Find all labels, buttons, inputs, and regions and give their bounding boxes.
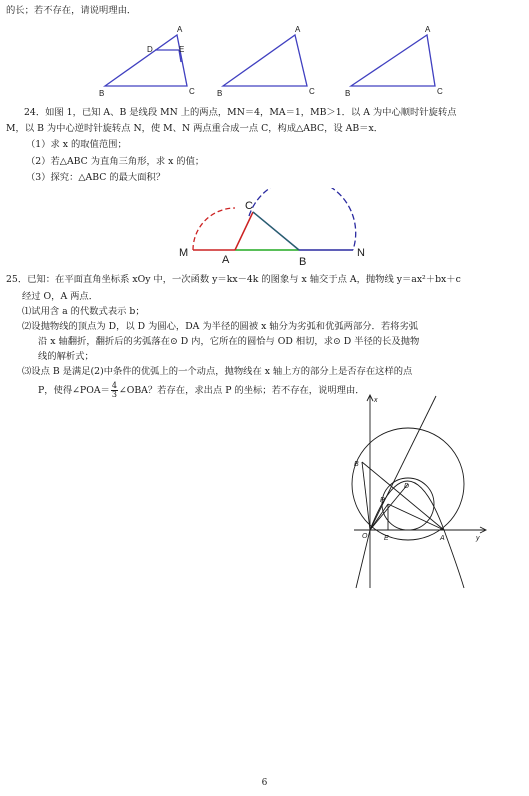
label-t1-d: D (147, 45, 153, 54)
label-b: B (299, 256, 307, 268)
q24-sub-3: （3）探究：△ABC 的最大面积？ (26, 172, 166, 183)
label-point-p: P (380, 497, 385, 504)
label-m: M (179, 247, 189, 259)
q25-line-1: 25．已知：在平面直角坐标系 xOy 中，一次函数 y＝kx－4k 的图象与 x 轴交于点 A，抛物线 y＝ax²＋bx＋c (6, 274, 461, 285)
page-number: 6 (261, 778, 268, 788)
fraction-four-thirds (111, 382, 118, 399)
label-axis-x: x (374, 397, 378, 404)
parabola (356, 481, 464, 588)
segment-ac-green (253, 212, 299, 250)
q25-sub-3b-pre: P，使得∠POA＝ (38, 385, 110, 396)
label-t3-c: C (437, 87, 443, 96)
label-point-e: E (384, 535, 389, 542)
triangle-3 (351, 35, 435, 86)
arc-around-b (249, 188, 356, 250)
q25-sub-3a: ⑶设点 B 是满足(2)中条件的优弧上的一个动点，抛物线在 x 轴上方的部分上是否存在这样的点 (22, 366, 413, 377)
label-n: N (357, 247, 365, 259)
label-t1-b: B (99, 89, 105, 98)
q25-sub-2a: ⑵设抛物线的顶点为 D，以 D 为圆心，DA 为半径的圆被 x 轴分为劣弧和优弧两部分．若将劣弧 (22, 321, 419, 332)
line-kx-4k (370, 396, 436, 530)
label-a: A (222, 254, 230, 266)
triangle-1 (105, 35, 187, 86)
q24-sub-1: （1）求 x 的取值范围； (26, 139, 127, 150)
label-point-b: B (354, 461, 359, 468)
segment-ac (235, 212, 253, 250)
q25-sub-3b (38, 382, 365, 399)
label-point-o: O (362, 533, 368, 540)
label-t3-a: A (425, 25, 431, 34)
arc-around-a (193, 208, 235, 250)
q25-line-2: 经过 O，A 两点． (22, 291, 99, 302)
label-point-d: D (404, 483, 410, 490)
fraction-denominator: 3 (111, 390, 117, 399)
label-t1-e: E (179, 45, 185, 54)
triangle-2 (223, 35, 307, 86)
label-t2-a: A (295, 25, 301, 34)
triangles-figure (95, 22, 515, 100)
q24-figure (175, 188, 375, 268)
label-t3-b: B (345, 89, 351, 98)
q25-figure (340, 392, 490, 592)
label-t1-c: C (189, 87, 195, 96)
label-axis-y: y (476, 535, 480, 542)
fraction-numerator: 4 (111, 381, 117, 390)
q25-sub-2c: 线的解析式； (38, 351, 94, 362)
line-pa (388, 504, 444, 530)
label-point-a: A (440, 535, 445, 542)
label-t2-b: B (217, 89, 223, 98)
label-t1-a: A (177, 25, 183, 34)
previous-question-tail: 的长；若不存在，请说明理由． (6, 5, 137, 16)
q24-line-2: M，以 B 为中心逆时针旋转点 N，使 M、N 两点重合成一点 C，构成△ABC，设 AB＝x． (6, 123, 384, 134)
q24-line-1: 24．如图 1，已知 A、B 是线段 MN 上的两点，MN＝4，MA＝1，MB＞1．以 A 为中心顺时针旋转点 (24, 107, 457, 118)
label-c: C (245, 200, 253, 212)
line-ob (362, 462, 370, 530)
q24-sub-2: （2）若△ABC 为直角三角形，求 x 的值； (26, 156, 205, 167)
q25-sub-2b: 沿 x 轴翻折，翻折后的劣弧落在⊙ D 内，它所在的圆恰与 OD 相切，求⊙ D 半径的长及抛物 (38, 336, 420, 347)
q25-sub-3b-post: ∠OBA？若存在，求出点 P 的坐标；若不存在，说明理由． (118, 385, 365, 396)
label-t2-c: C (309, 87, 315, 96)
q25-sub-1: ⑴试用含 a 的代数式表示 b； (22, 306, 145, 317)
